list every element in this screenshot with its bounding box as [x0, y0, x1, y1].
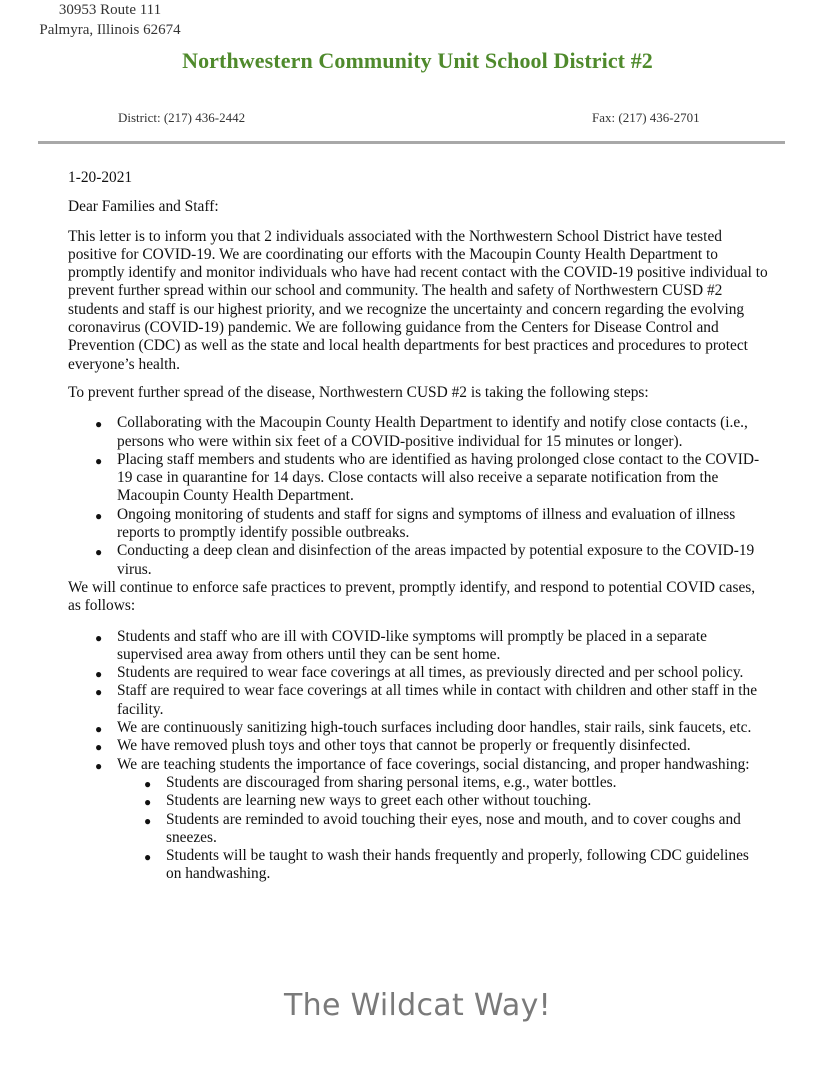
address-line-1: 30953 Route 111 — [58, 2, 162, 18]
letter-date: 1-20-2021 — [68, 169, 133, 186]
letter-body — [68, 169, 768, 884]
steps-list — [68, 414, 768, 579]
sub-list-item: ● Students will be taught to wash their hands frequently and properly, following CDC guidelines on handwashing. — [117, 847, 768, 884]
list-item: ● Students are required to wear face coverings at all times, as previously directed and per school policy. — [68, 664, 768, 682]
header-divider — [38, 141, 785, 144]
sub-list-item: ● Students are learning new ways to greet each other without touching. — [117, 792, 768, 810]
list-item: ● Ongoing monitoring of students and staff for signs and symptoms of illness and evaluation of illness reports to promptly identify possible outbreaks. — [68, 506, 768, 543]
district-address — [0, 0, 220, 40]
district-title: Northwestern Community Unit School District #2 — [182, 48, 653, 73]
list-item: ● Placing staff members and students who are identified as having prolonged close contact to the COVID-19 case in quarantine for 14 days. Close contacts will also receive a separate notification from the Macoupin County Health Department. — [68, 451, 768, 506]
steps-intro: To prevent further spread of the disease, Northwestern CUSD #2 is taking the following steps: — [68, 383, 649, 401]
list-item: ● Staff are required to wear face coverings at all times while in contact with children and other staff in the facility. — [68, 682, 768, 719]
district-phone: District: (217) 436-2442 — [118, 110, 246, 125]
list-item — [68, 756, 768, 884]
handwashing-sublist — [117, 774, 768, 884]
list-item-text: We are teaching students the importance of face coverings, social distancing, and proper handwashing: — [117, 755, 750, 773]
practices-list — [68, 628, 768, 884]
sub-list-item: ● Students are discouraged from sharing personal items, e.g., water bottles. — [117, 774, 768, 792]
address-line-2: Palmyra, Illinois 62674 — [39, 22, 181, 38]
list-item: ● Conducting a deep clean and disinfection of the areas impacted by potential exposure to the COVID-19 virus. — [68, 542, 768, 579]
list-item: ● We have removed plush toys and other toys that cannot be properly or frequently disinfected. — [68, 737, 768, 755]
list-item: ● We are continuously sanitizing high-touch surfaces including door handles, stair rails, sink faucets, etc. — [68, 719, 768, 737]
practices-intro: We will continue to enforce safe practices to prevent, promptly identify, and respond to potential COVID cases, as follows: — [68, 578, 756, 615]
district-fax: Fax: (217) 436-2701 — [592, 110, 700, 125]
list-item: ● Collaborating with the Macoupin County Health Department to identify and notify close contacts (i.e., persons who were within six feet of a COVID-positive individual for 15 minutes or longer). — [68, 414, 768, 451]
list-item: ● Students and staff who are ill with COVID-like symptoms will promptly be placed in a separate supervised area away from others until they can be sent home. — [68, 628, 768, 665]
letter-paragraph: This letter is to inform you that 2 individuals associated with the Northwestern School District have tested positive for COVID-19. We are coordinating our efforts with the Macoupin County Health Department to promptly identify and monitor individuals who have had recent contact with the COVID-19 positive individual to prevent further spread within our school and community. The health and safety of Northwestern CUSD #2 students and staff is our highest priority, and we recognize the uncertainty and concern regarding the evolving coronavirus (COVID-19) pandemic. We are following guidance from the Centers for Disease Control and Prevention (CDC) as well as the state and local health departments for best practices and procedures to protect everyone’s health. — [68, 227, 768, 373]
letter-greeting: Dear Families and Staff: — [68, 198, 219, 216]
footer-slogan: The Wildcat Way! — [284, 988, 551, 1023]
sub-list-item: ● Students are reminded to avoid touching their eyes, nose and mouth, and to cover coughs and sneezes. — [117, 811, 768, 848]
